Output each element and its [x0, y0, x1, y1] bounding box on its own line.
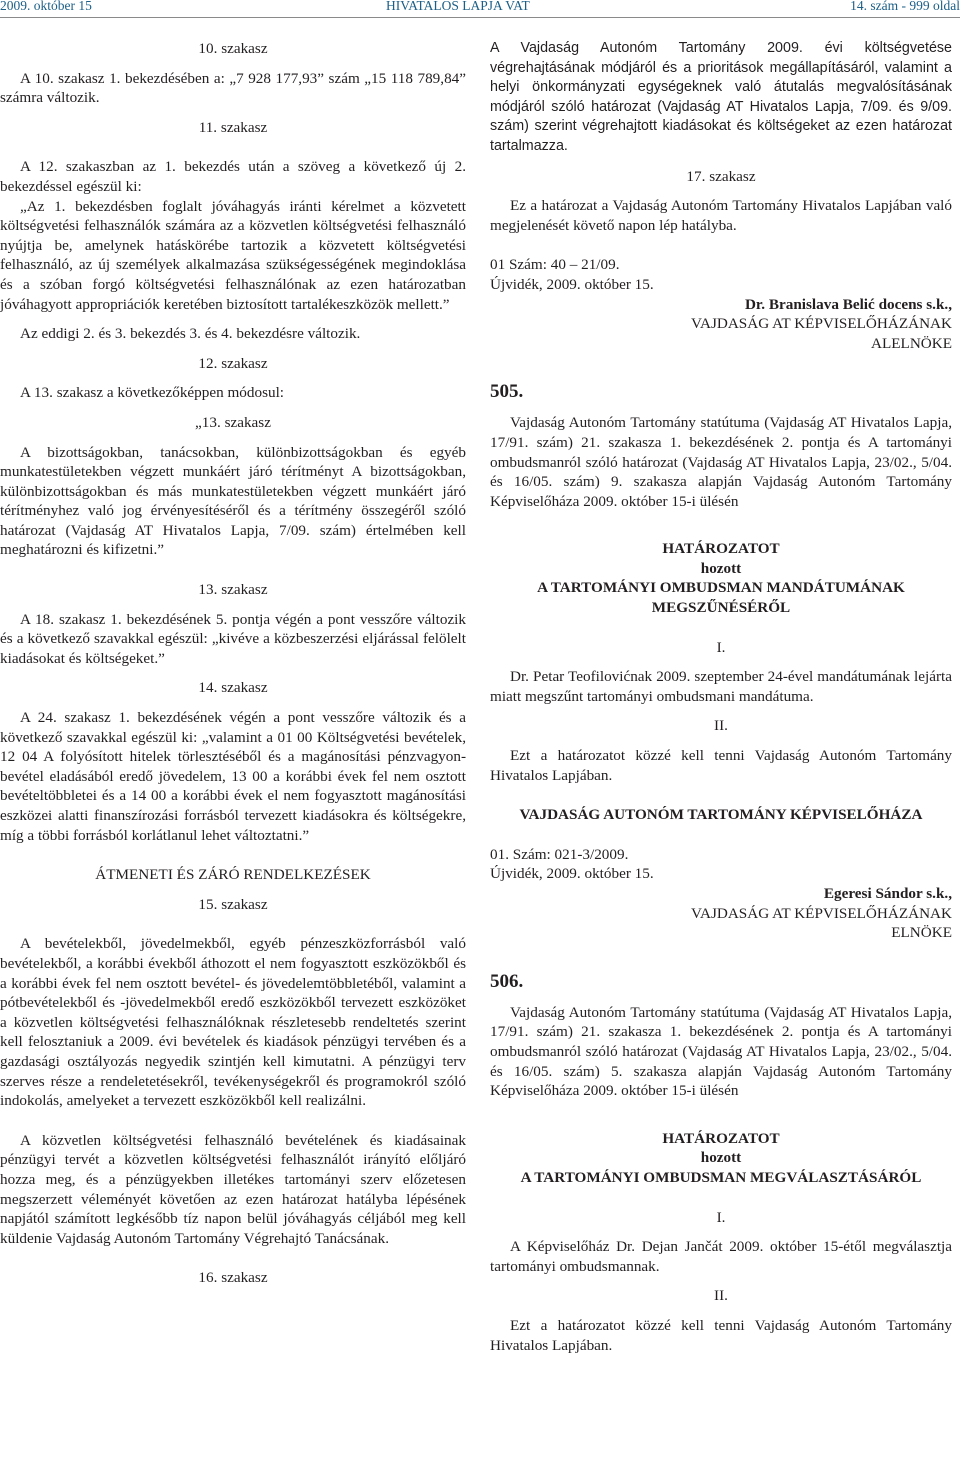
- document-506-title-subject: A TARTOMÁNYI OMBUDSMAN MEGVÁLASZTÁSÁRÓL: [520, 1168, 922, 1186]
- document-505-preamble: Vajdaság Autonóm Tartomány statútuma (Vajdaság AT Hivatalos Lapja, 17/91. szám) 21. szakasza 1. bekezdésének 2. pontja és A tartományi ombudsmanról szóló határozat (Vajdaság AT Hivatalos Lapja, 23/02., 5/04. és 16/05. szám) 9. szakasza alapján Vajdaság Autonóm Tartomány Képviselőháza 2009. október 15-i ülésén: [490, 414, 952, 510]
- signatory-body-2: VAJDASÁG AT KÉPVISELŐHÁZÁNAK: [690, 904, 952, 922]
- signatory-name: Dr. Branislava Belić docens s.k.,: [744, 295, 952, 313]
- section-11-quote: „Az 1. bekezdésben foglalt jóváhagyás iránti kérelmet a közvetett költségvetési felhasználók számára az a közvetlen költségvetési felhasználó nyújtja be, amelynek hatáskörébe tartozik a közvetett költségvetési felhasználó, az új személyek alkalmazása szükségességének megindoklása és a szóban forgó költségvetési felhasználónak az ezen határozatban jóváhagyott appropriációk keretében biztosított tartalékeszközök mellett.”: [0, 197, 466, 313]
- section-17-heading: 17. szakasz: [686, 167, 756, 185]
- header-page-number: 14. szám - 999 oldal: [850, 0, 960, 13]
- section-12-intro: A 13. szakasz a következőképpen módosul:: [20, 384, 285, 402]
- document-506-part-1-text: A Képviselőház Dr. Dejan Jančát 2009. október 15-étől megválasztja tartományi ombudsmannak.: [490, 1238, 952, 1275]
- document-505-part-2: II.: [714, 717, 728, 735]
- document-505-title-hozott: hozott: [700, 559, 742, 577]
- document-506-preamble: Vajdaság Autonóm Tartomány statútuma (Vajdaság AT Hivatalos Lapja, 17/91. szám) 21. szakasza 1. bekezdésének 2. pontja és A tartományi ombudsmanról szóló határozat (Vajdaság AT Hivatalos Lapja, 23/02., 5/04. és 16/05. szám) 5. szakasza alapján Vajdaság Autonóm Tartomány Képviselőháza 2009. október 15-i ülésén: [490, 1003, 952, 1100]
- page-header: [0, 0, 960, 18]
- section-11-intro: A 12. szakaszban az 1. bekezdés után a szöveg a következő új 2. bekezdéssel egészül ki:: [0, 158, 466, 195]
- document-number-505: 505.: [490, 381, 524, 403]
- section-13-heading: 13. szakasz: [198, 581, 268, 599]
- document-505-title: HATÁROZATOT: [662, 540, 780, 558]
- left-column: [0, 39, 466, 1288]
- section-12-heading: 12. szakasz: [198, 354, 268, 372]
- document-506-part-2-text: Ezt a határozatot közzé kell tenni Vajdaság Autonóm Tartomány Hivatalos Lapjában.: [490, 1316, 952, 1354]
- transitional-provisions-heading: ÁTMENETI ÉS ZÁRÓ RENDELKEZÉSEK: [95, 866, 371, 884]
- section-15-heading: 15. szakasz: [198, 895, 268, 913]
- section-10-text: A 10. szakasz 1. bekezdésében a: „7 928 177,93” szám „15 118 789,84” számra változik.: [0, 69, 466, 107]
- document-number-506: 506.: [490, 970, 524, 992]
- issuing-body: VAJDASÁG AUTONÓM TARTOMÁNY KÉPVISELŐHÁZA: [519, 806, 923, 824]
- document-506-part-2: II.: [714, 1287, 728, 1305]
- document-505-part-1: I.: [716, 638, 726, 656]
- place-date: Újvidék, 2009. október 15.: [490, 275, 654, 293]
- section-12-quote-heading: „13. szakasz: [195, 413, 271, 431]
- document-505-part-2-text: Ezt a határozatot közzé kell tenni Vajdaság Autonóm Tartomány Hivatalos Lapjában.: [490, 747, 952, 784]
- document-505-title-subject-2: MEGSZŰNÉSÉRŐL: [651, 599, 791, 617]
- section-17-text: Ez a határozat a Vajdaság Autonóm Tartomány Hivatalos Lapjában való megjelenését követő napon lép hatályba.: [490, 197, 952, 234]
- signatory-name-2: Egeresi Sándor s.k.,: [823, 885, 952, 902]
- reference-number-2: 01. Szám: 021-3/2009.: [490, 845, 629, 863]
- document-506-title: HATÁROZATOT: [662, 1129, 780, 1147]
- section-15-paragraph-1: A bevételekből, jövedelmekből, egyéb pénzeszközforrásból való bevételekből, a korábbi évekből áthozott el nem fogyasztott eszközökből és a korábbi évek fel nem osztott bevétel- és jövedelemtöbbletéből, valamint a pótbevételekből és -jövedelmekből eredő eszközökből tervezett eszközöket a közvetlen költségvetési felhasználóknak részletesebb rendeltetés szerint kell felosztaniuk a 2009. évi bevételek és kiadások pénzügyi tervében és a gazdasági osztályozás negyedik szintjén kell kimutatni. A pénzügyi terv szerves része a rendeletetésekről, tevékenységekről és programokról szóló indokolás, amelyeket a tervezett eszközökből kell realizálni.: [0, 935, 466, 1110]
- header-title: HIVATALOS LAPJA VAT: [386, 0, 530, 13]
- section-12-quote: A bizottságokban, tanácsokban, különbizottságokban és egyéb munkatestületekben végzett munkáért járó térítményt A bizottságokban, különbizottságokban és más munkatestületekben végzett munkáért járó térítményhez való jog érvényesítéséről és a térítmény összegéről szóló határozat (Vajdaság AT Hivatalos Lapja, 7/09. szám) értelmében kell meghatározni és kifizetni.”: [0, 443, 466, 559]
- section-14-heading: 14. szakasz: [198, 679, 268, 697]
- section-14-text: A 24. szakasz 1. bekezdésének végén a pont vesszőre változik és a következő szavakkal egészül ki: „valamint a 01 00 Költségvetési bevételek, 12 04 A folyósított hitelek törlesztéséből és a magánosítási pénzvagyon-bevétel eladásából eredő jövedelem, 13 00 a korábbi évek fel nem osztott bevételtöbbletei és a 14 00 a korábbi évek el nem fogyasztott magánosítási eszközei alatti finanszírozási forrásból tervezett kiadásokra és költségekre, míg a többi forrásból korlátlanul lehet változtatni.”: [0, 709, 466, 844]
- document-505-part-1-text: Dr. Petar Teofilovićnak 2009. szeptember 24-ével mandátumának lejárta miatt megszűnt tartományi ombudsmani mandátuma.: [490, 668, 952, 705]
- section-10-heading: 10. szakasz: [198, 40, 268, 57]
- header-date: 2009. október 15: [0, 0, 92, 13]
- signatory-role-2: ELNÖKE: [891, 924, 952, 942]
- document-505-title-subject: A TARTOMÁNYI OMBUDSMAN MANDÁTUMÁNAK: [537, 579, 905, 597]
- signatory-body: VAJDASÁG AT KÉPVISELŐHÁZÁNAK: [690, 315, 952, 333]
- section-13-text: A 18. szakasz 1. bekezdésének 5. pontja végén a pont vesszőre változik és a következő szavakkal egészül: „kivéve a közbeszerzési eljárással felölelt kiadásokat és költségeket.”: [0, 610, 466, 667]
- section-11-heading: 11. szakasz: [198, 118, 268, 136]
- section-16-heading: 16. szakasz: [198, 1269, 268, 1287]
- document-506-part-1: I.: [716, 1208, 726, 1226]
- right-column: [490, 39, 952, 1355]
- section-15-paragraph-2: A közvetlen költségvetési felhasználó bevételének és kiadásainak pénzügyi tervét a közvetlen költségvetési felhasználót irányító előljáró hozza meg, és a pénzügyekben illetékes tartományi szerv előzetesen megszerzett véleményét követően az ezen határozat hatályba lépésének napjától számított legkésőbb tíz napon belül jóváhagyás céljából meg kell küldenie Vajdaság Autonóm Tartomány Végrehajtó Tanácsának.: [0, 1131, 466, 1247]
- signatory-role: ALELNÖKE: [871, 334, 952, 352]
- section-16-text: A Vajdaság Autonóm Tartomány 2009. évi költségvetése végrehajtásának módjáról és a prioritások megállapításáról, valamint a helyi önkormányzati egységeknek való átutalás megvalósításának módjáról szóló határozat (Vajdaság AT Hivatalos Lapja, 7/09. és 9/09. szám) szerint végrehajtott kiadásokat és költségeket az ezen határozat tartalmazza.: [490, 40, 952, 154]
- place-date-2: Újvidék, 2009. október 15.: [490, 865, 654, 883]
- reference-number: 01 Szám: 40 – 21/09.: [490, 256, 620, 274]
- section-11-change: Az eddigi 2. és 3. bekezdés 3. és 4. bekezdésre változik.: [20, 325, 361, 343]
- document-506-title-hozott: hozott: [700, 1149, 742, 1167]
